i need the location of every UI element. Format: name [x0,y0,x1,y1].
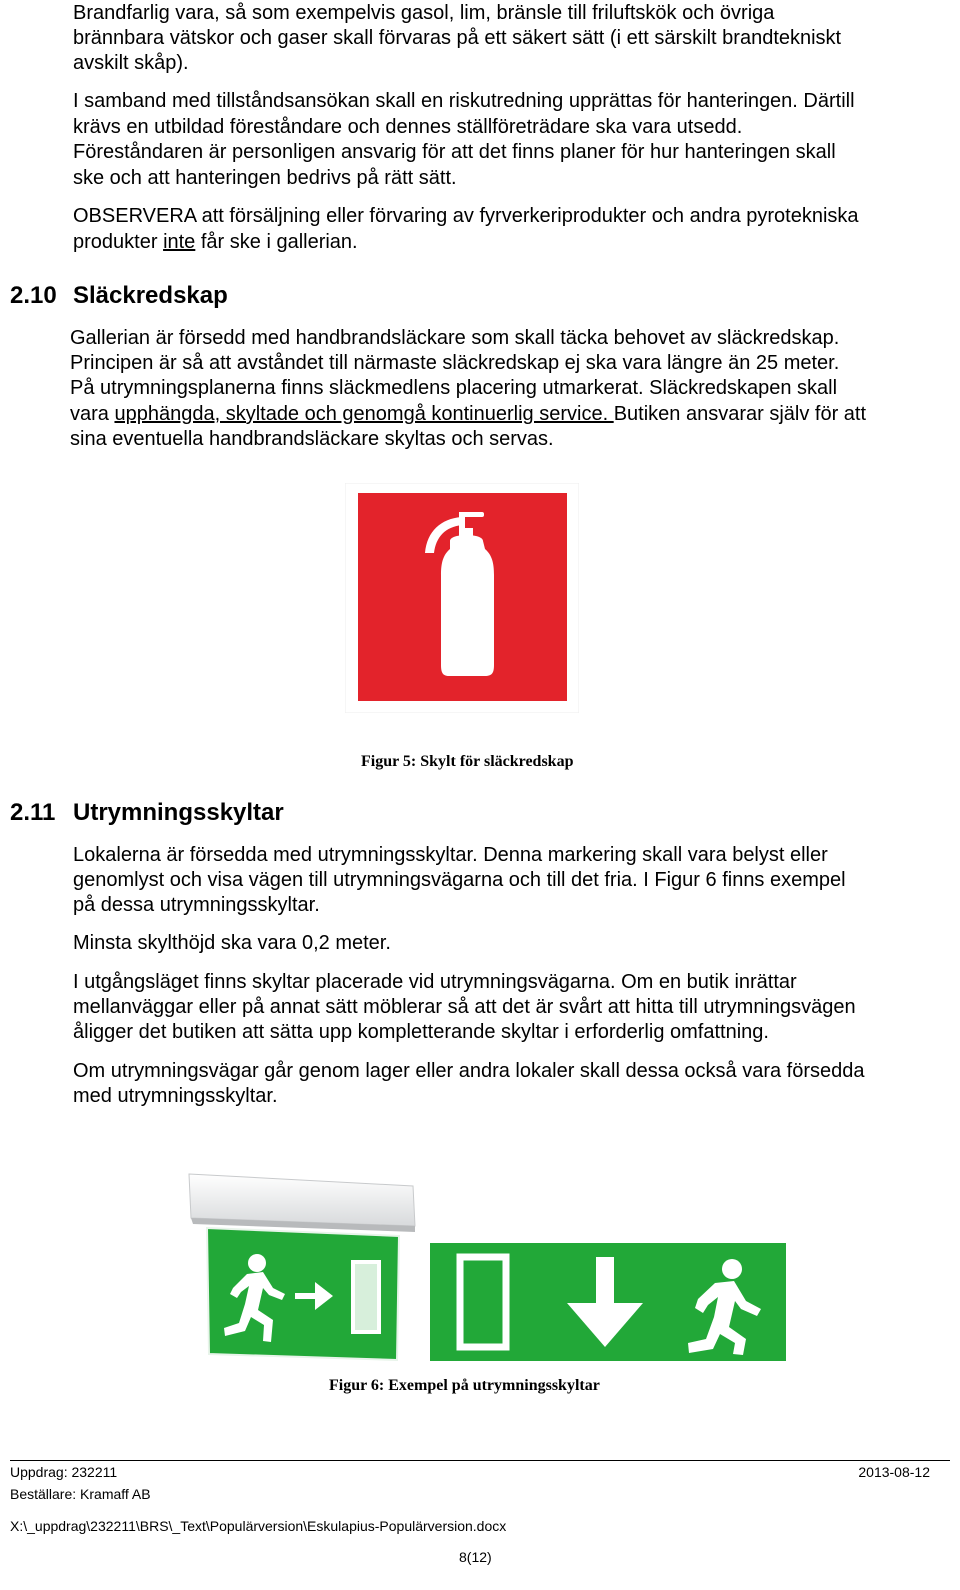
permit-line-1: I samband med tillståndsansökan skall en riskutredning upprättas för hanteringen. Därtill [73,90,855,112]
intro-line-3: avskilt skåp). [73,52,189,74]
footer-divider [10,1460,950,1461]
section-211-p1-line-3: på dessa utrymningsskyltar. [73,894,320,916]
notice-emphasis: inte [163,231,196,253]
illuminated-exit-sign [185,1168,417,1364]
section-211-p3-line-1: I utgångsläget finns skyltar placerade vid utrymningsvägarna. Om en butik inrättar [73,971,797,993]
permit-line-3: Föreståndaren är personligen ansvarig för att det finns planer för hur hanteringen skall [73,141,836,163]
sign-housing [189,1174,415,1226]
flat-exit-sign [430,1243,786,1361]
section-211-p1-line-1: Lokalerna är försedda med utrymningsskyltar. Denna markering skall vara belyst eller [73,844,828,866]
permit-line-4: ske och att hanteringen bedrivs på rätt sätt. [73,167,457,189]
permit-line-2: krävs en utbildad föreståndare och dennes ställföreträdare ska vara utsedd. [73,116,743,138]
notice-line-1: OBSERVERA att försäljning eller förvaring av fyrverkeriprodukter och andra pyrotekniska [73,205,859,227]
page-number: 8(12) [459,1549,492,1565]
footer-file-path: X:\_uppdrag\232211\BRS\_Text\Populärversion\Eskulapius-Populärversion.docx [10,1518,507,1534]
section-211-p3-line-3: åligger det butiken att sätta upp kompletterande skyltar i erforderlig omfattning. [73,1021,769,1043]
section-211-p4-line-1: Om utrymningsvägar går genom lager eller andra lokaler skall dessa också vara försedda [73,1060,865,1082]
section-210-title: Släckredskap [73,282,228,309]
figure-6-caption: Figur 6: Exempel på utrymningsskyltar [329,1377,600,1394]
notice-text-b: får ske i gallerian. [195,231,358,253]
fire-extinguisher-sign [345,483,579,713]
section-211-title: Utrymningsskyltar [73,799,284,826]
intro-line-1: Brandfarlig vara, så som exempelvis gasol, lim, bränsle till friluftskök och övriga [73,2,775,24]
intro-line-2: brännbara vätskor och gaser skall förvaras på ett säkert sätt (i ett särskilt brandtekniskt [73,27,842,49]
section-210-line-3: På utrymningsplanerna finns släckmedlens placering utmarkerat. Släckredskapen skall [70,377,838,399]
section-210-line-4-b: Butiken ansvarar själv för att [613,403,867,425]
section-211-p1-line-2: genomlyst och visa vägen till utrymningsvägarna och till det fria. I Figur 6 finns exempel [73,869,846,891]
footer-client: Beställare: Kramaff AB [10,1486,151,1502]
section-211-p4-line-2: med utrymningsskyltar. [73,1085,278,1107]
notice-line-2 [73,230,358,256]
section-211-p2-line-1: Minsta skylthöjd ska vara 0,2 meter. [73,932,391,954]
footer-date: 2013-08-12 [858,1464,930,1480]
section-210-line-2: Principen är så att avståndet till närmaste släckredskap ej ska vara längre än 25 meter. [70,352,840,374]
section-210-line-4-a: vara [70,403,115,425]
section-210-line-4 [70,402,866,428]
figure-5-caption: Figur 5: Skylt för släckredskap [361,753,574,770]
footer-assignment: Uppdrag: 232211 [10,1464,118,1480]
service-requirement: upphängda, skyltade och genomgå kontinuerlig service. [114,403,614,425]
section-211-p3-line-2: mellanväggar eller på annat sätt möblerar så att det är svårt att hitta till utrymningsvägen [73,996,856,1018]
section-210-line-5: sina eventuella handbrandsläckare skyltas och servas. [70,428,554,450]
section-210-number: 2.10 [10,282,57,309]
section-210-line-1: Gallerian är försedd med handbrandsläckare som skall täcka behovet av släckredskap. [70,327,840,349]
section-211-number: 2.11 [10,799,56,826]
notice-text-a: produkter [73,231,164,253]
